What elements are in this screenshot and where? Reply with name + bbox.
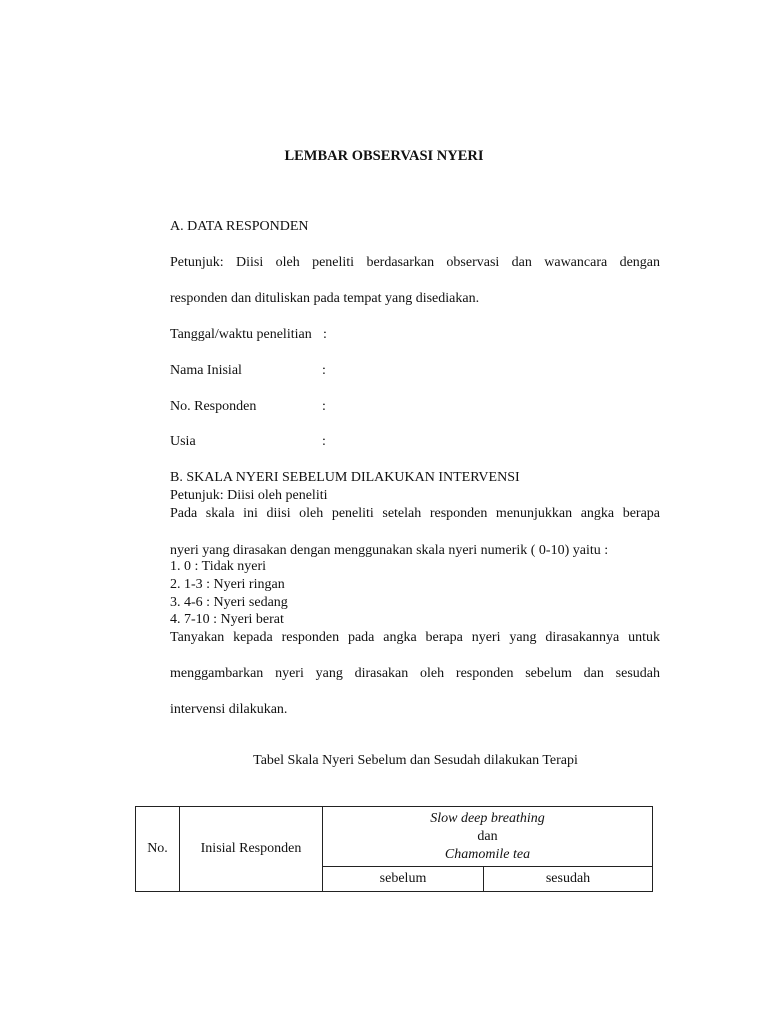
section-b-para2-line1: Tanyakan kepada responden pada angka berapa nyeri yang dirasakannya untuk xyxy=(170,630,660,645)
section-a-heading: A. DATA RESPONDEN xyxy=(170,219,309,234)
document-title: LEMBAR OBSERVASI NYERI xyxy=(284,148,484,164)
therapy-name-slow-deep-breathing: Slow deep breathing xyxy=(430,810,545,826)
field-label-usia: Usia xyxy=(170,434,196,449)
table-header-sebelum: sebelum xyxy=(323,867,484,892)
section-b-instruction: Petunjuk: Diisi oleh peneliti xyxy=(170,488,328,503)
field-colon-no-responden: : xyxy=(322,399,326,414)
section-b-heading: B. SKALA NYERI SEBELUM DILAKUKAN INTERVENSI xyxy=(170,470,520,485)
section-b-para1-line2: nyeri yang dirasakan dengan menggunakan skala nyeri numerik ( 0-10) yaitu : xyxy=(170,543,609,558)
section-b-para2-line3: intervensi dilakukan. xyxy=(170,702,288,717)
therapy-name-chamomile-tea: Chamomile tea xyxy=(444,846,531,862)
field-label-tanggal: Tanggal/waktu penelitian xyxy=(170,327,312,342)
scale-item-nyeri-berat: 4. 7-10 : Nyeri berat xyxy=(170,612,284,627)
field-colon-tanggal: : xyxy=(323,327,327,342)
table-header-sesudah: sesudah xyxy=(484,867,653,892)
pain-scale-table xyxy=(135,806,653,892)
field-colon-nama-inisial: : xyxy=(322,363,326,378)
field-label-nama-inisial: Nama Inisial xyxy=(170,363,242,378)
scale-item-nyeri-ringan: 2. 1-3 : Nyeri ringan xyxy=(170,577,285,592)
table-header-therapy xyxy=(323,807,653,867)
table-caption: Tabel Skala Nyeri Sebelum dan Sesudah dilakukan Terapi xyxy=(253,753,578,768)
section-a-instruction-line2: responden dan dituliskan pada tempat yang disediakan. xyxy=(170,291,480,306)
section-a-instruction-line1: Petunjuk: Diisi oleh peneliti berdasarkan observasi dan wawancara dengan xyxy=(170,255,660,270)
scale-item-nyeri-sedang: 3. 4-6 : Nyeri sedang xyxy=(170,595,288,610)
table-header-inisial-responden: Inisial Responden xyxy=(180,807,323,892)
scale-item-tidak-nyeri: 1. 0 : Tidak nyeri xyxy=(170,559,267,574)
field-label-no-responden: No. Responden xyxy=(170,399,257,414)
section-b-para2-line2: menggambarkan nyeri yang dirasakan oleh responden sebelum dan sesudah xyxy=(170,666,660,681)
field-colon-usia: : xyxy=(322,434,326,449)
therapy-conjunction: dan xyxy=(477,828,498,844)
section-b-para1-line1: Pada skala ini diisi oleh peneliti setelah responden menunjukkan angka berapa xyxy=(170,506,660,521)
table-header-no: No. xyxy=(136,807,180,892)
